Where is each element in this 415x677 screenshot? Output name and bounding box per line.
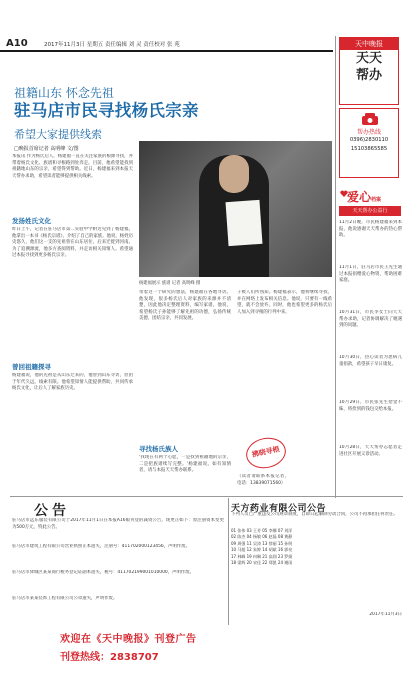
section-body-1: 昨日上午，记者在驻马店市第二实验中学附近见到了杨建福，他拿出一本书《杨氏宗谱》，介绍了自己的家族。他说，杨姓历史悠久，他们这一支的先祖曾在山东居住，后来迁徙到河南。为了追溯源流，他多方查阅资料，并走访相关知情人。希望通过本报寻找到更多杨氏宗亲。 xyxy=(12,227,133,259)
photo-document xyxy=(226,200,263,246)
hotline-number-2: 15103865585 xyxy=(350,146,388,152)
page-number: A10 xyxy=(6,38,28,49)
pharmacy-row: 02 陈杰 04 杨敏 06 赵磊 08 黄静 xyxy=(231,534,293,540)
section-body-2: 杨建福说，他的先祖是从山东迁来的，他曾到山东寻访，但由于年代久远，线索有限。他希望知情人能提供帮助，共同传承杨氏文化，让后人了解家族历史。 xyxy=(12,373,133,392)
section-heading-2: 曾回祖籍探寻 xyxy=(12,363,51,371)
logo-line-1: 天天 xyxy=(355,51,382,66)
love-archive-subtitle: 档案 xyxy=(371,197,382,203)
notice-body xyxy=(12,518,224,622)
love-item: 10月28日，天天帮办志愿者走进社区开展义诊活动。 xyxy=(339,445,402,457)
story-subhead: 希望大家提供线索 xyxy=(14,128,102,141)
story-column-2: 带着这一个研究的想法，杨建福在各地寻访。他发现，很多杨氏后人对家族的来源并不清楚，因此他决定整理资料，编写家谱。他说，希望杨氏子孙能够了解先祖的功德，弘扬传统美德，团结宗亲，共同发展。 xyxy=(139,290,231,322)
section-heading-3: 寻找杨氏族人 xyxy=(139,445,178,453)
notice-paragraph: 驻马店市建筑工程有限公司营业执照正本遗失，注册号：411702000123456，声明作废。 xyxy=(12,544,191,549)
love-archive-bar: 天天帮办公益行 xyxy=(339,206,401,216)
pharmacy-row: 17 林峰 19 何琳 21 高翔 23 罗娟 xyxy=(231,553,293,559)
pharmacy-intro: 下列人员已严重违反公司规章制度，自即日起解除劳动合同，公司不再承担任何责任。 xyxy=(231,512,398,517)
story-contact: （读者请联系本报记者，电话：13839071560） xyxy=(237,474,289,486)
bottom-rule xyxy=(10,496,403,497)
pharmacy-list xyxy=(231,528,401,608)
love-item: 10月29日，市民张先生拾金不昧，将捡到的钱包交给本报。 xyxy=(339,400,402,412)
section-body-3: '我现在有两个心愿，一是找到祖籍地的宗亲，二是把族谱续写完整。'杨建福说。如有知情者，请与本报天天帮办联系。 xyxy=(139,455,231,474)
pharmacy-row: 18 梁辉 20 宋佳 22 郑凯 24 谢雨 xyxy=(231,560,293,566)
hotline-number-1: 0396)2830110 xyxy=(349,137,389,143)
column-divider xyxy=(335,36,336,498)
hotline-title: 帮办热线 xyxy=(356,129,381,136)
footer-ad-line-2: 刊登热线：2838707 xyxy=(60,652,159,663)
logo-line-2: 帮办 xyxy=(355,68,382,83)
notice-title: 公告 xyxy=(34,503,70,519)
header-meta: 2017年11月3日 星期五 责任编辑 刘 灵 责任校对 张 苑 xyxy=(44,42,180,48)
love-archive-heading xyxy=(347,188,381,205)
hotline-box xyxy=(339,108,399,178)
section-heading-1: 发扬姓氏文化 xyxy=(12,217,51,225)
story-headline: 驻马店市民寻找杨氏宗亲 xyxy=(14,101,199,120)
love-archive-title: 爱心 xyxy=(347,190,372,204)
pharmacy-row: 09 周强 11 吴涛 13 徐丽 15 孙明 xyxy=(231,540,293,546)
notice-paragraph: 驻马店市远东服装有限公司于2017年11月1日在本报A16版刊登的减资公告，现更正如下：原注册资本变更为500万元，特此公告。 xyxy=(12,518,224,530)
love-item: 11月1日，驻马店市民王先生通过本报捐赠爱心物资，帮助困难家庭。 xyxy=(339,265,402,284)
pharmacy-row: 10 马超 12 朱婷 14 胡斌 16 郭亮 xyxy=(231,547,293,553)
love-archive-list xyxy=(339,220,402,490)
notice-paragraph: 驻马店市驿城区某某商行税务登记证副本遗失，税号：411702199001010000，声明作废。 xyxy=(12,570,195,575)
stamp-badge: 拂晓寻根 xyxy=(243,434,288,472)
footer-ad-line-1: 欢迎在《天中晚报》刊登广告 xyxy=(60,634,197,645)
heart-icon xyxy=(340,190,348,198)
pharmacy-notice-title: 天方药业有限公司公告 xyxy=(231,504,327,514)
love-item: 10月31日，市民李女士向天天帮办求助，记者协调解决了她遇到的问题。 xyxy=(339,310,402,329)
story-byline: □晚报首席记者 高明峰 文/图 xyxy=(14,146,79,152)
phone-icon xyxy=(360,112,380,126)
pharmacy-row: 01 张伟 03 王芳 05 李娜 07 刘洋 xyxy=(231,528,293,533)
column-logo xyxy=(339,37,399,105)
love-item: 11月2日晚，市民杨建福来到本报，他说感谢天天帮办的热心帮助。 xyxy=(339,220,402,239)
header-rule xyxy=(0,50,333,52)
photo-face xyxy=(219,155,249,193)
pharmacy-date: 2017年11月3日 xyxy=(369,612,402,617)
story-lead: 本报讯 作为杨氏后人，杨建福一直在关注家族的根源寻找，并带着杨氏文化、族谱和寻根路到处奔走。目前，他希望能找到祖籍地山东的宗亲，希望得到帮助。近日，杨建福来到本报天天帮办求助，希望读者能够提供相关线索。 xyxy=(12,154,133,179)
story-photo xyxy=(139,141,332,277)
photo-caption: 杨建福展示 族谱 记者 高明峰 摄 xyxy=(139,281,201,286)
love-item: 10月30日，热心读者为患病儿童捐款，希望孩子早日康复。 xyxy=(339,355,402,367)
story-kicker: 祖籍山东 怀念先祖 xyxy=(14,86,114,100)
story-column-3: 子被人们所熟知。杨建福表示，他将继续寻找，并在网络上发布相关信息。他说，只要有一线希望，就不会放弃。同时，他也希望更多的杨氏后人加入到寻根的行列中来。 xyxy=(237,290,332,315)
logo-paper-name: 天中晚报 xyxy=(340,38,398,50)
notice-paragraph: 驻马店市某某装饰工程有限公司公章遗失，声明作废。 xyxy=(12,596,118,601)
bottom-divider xyxy=(228,498,229,625)
